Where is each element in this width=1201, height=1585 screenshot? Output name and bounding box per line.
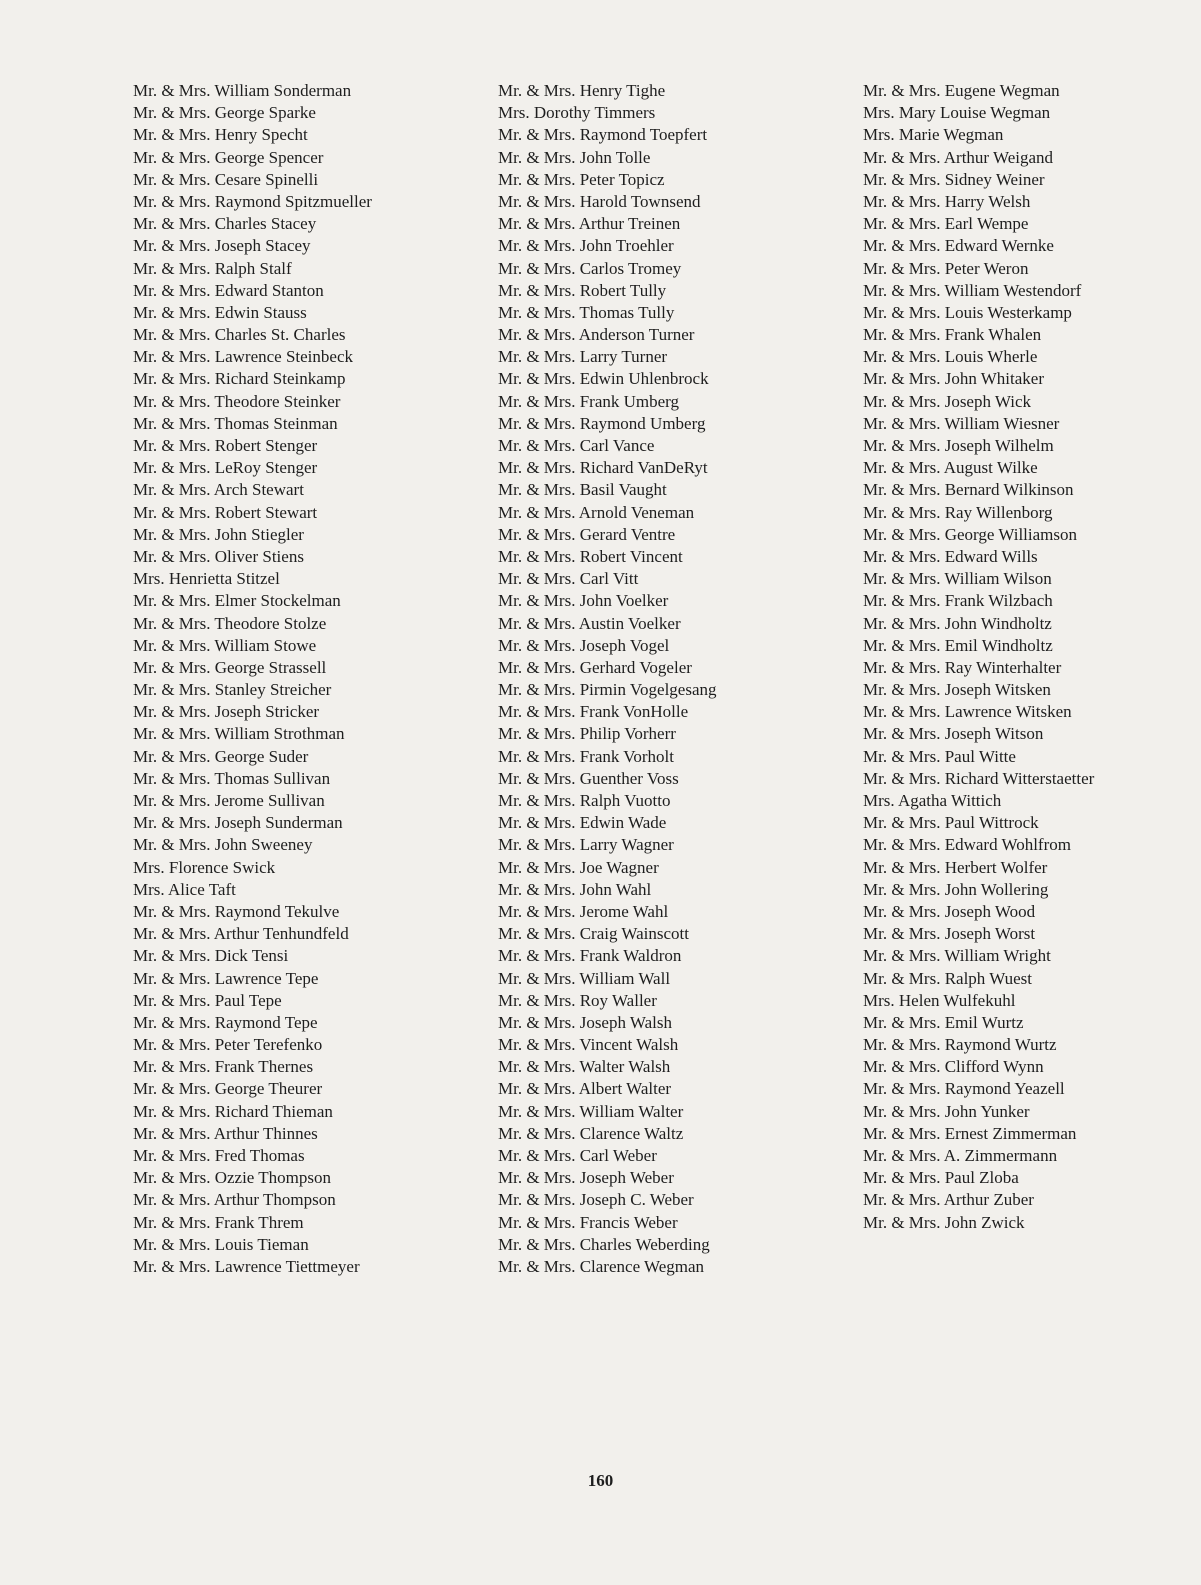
list-item: Mr. & Mrs. Bernard Wilkinson bbox=[863, 480, 1074, 500]
list-item: Mr. & Mrs. Henry Specht bbox=[133, 125, 308, 145]
list-item: Mr. & Mrs. William Wiesner bbox=[863, 413, 1060, 433]
list-item: Mr. & Mrs. Henry Tighe bbox=[498, 81, 666, 100]
list-item: Mr. & Mrs. Fred Thomas bbox=[133, 1146, 305, 1165]
list-item: Mr. & Mrs. Robert Tully bbox=[498, 280, 667, 300]
list-item: Mr. & Mrs. Robert Stewart bbox=[133, 502, 318, 522]
list-item: Mr. & Mrs. Edwin Stauss bbox=[133, 302, 307, 322]
list-item: Mr. & Mrs. Earl Wempe bbox=[863, 214, 1029, 234]
list-item: Mr. & Mrs. Cesare Spinelli bbox=[133, 169, 319, 189]
list-item: Mr. & Mrs. Ozzie Thompson bbox=[133, 1168, 332, 1188]
list-item: Mr. & Mrs. Theodore Stolze bbox=[133, 613, 327, 633]
list-item: Mr. & Mrs. Joseph Vogel bbox=[498, 635, 670, 655]
list-item: Mrs. Alice Taft bbox=[133, 879, 236, 899]
list-item: Mr. & Mrs. Joseph Witsken bbox=[863, 680, 1051, 700]
list-item: Mr. & Mrs. Louis Tieman bbox=[133, 1234, 309, 1254]
list-item: Mr. & Mrs. William Westendorf bbox=[863, 280, 1082, 300]
list-item: Mr. & Mrs. Eugene Wegman bbox=[863, 81, 1060, 100]
list-item: Mr. & Mrs. John Wollering bbox=[863, 879, 1049, 899]
list-item: Mr. & Mrs. George Suder bbox=[133, 746, 309, 766]
list-item: Mr. & Mrs. Basil Vaught bbox=[498, 480, 667, 500]
list-item: Mr. & Mrs. Edward Wills bbox=[863, 546, 1038, 566]
list-item: Mr. & Mrs. Dick Tensi bbox=[133, 946, 289, 966]
list-item: Mr. & Mrs. Raymond Yeazell bbox=[863, 1079, 1065, 1099]
list-item: Mr. & Mrs. Emil Windholtz bbox=[863, 635, 1053, 655]
list-item: Mr. & Mrs. Frank Whalen bbox=[863, 325, 1042, 345]
list-item: Mr. & Mrs. Ralph Wuest bbox=[863, 968, 1033, 988]
list-item: Mr. & Mrs. Arthur Weigand bbox=[863, 147, 1054, 167]
list-item: Mr. & Mrs. Arnold Veneman bbox=[498, 502, 695, 522]
list-item: Mr. & Mrs. Theodore Steinker bbox=[133, 391, 341, 411]
list-item: Mr. & Mrs. Lawrence Witsken bbox=[863, 702, 1072, 722]
list-item: Mr. & Mrs. Ralph Vuotto bbox=[498, 791, 671, 810]
list-item: Mr. & Mrs. Herbert Wolfer bbox=[863, 857, 1048, 877]
list-item: Mr. & Mrs. Raymond Spitzmueller bbox=[133, 191, 372, 211]
list-item: Mr. & Mrs. A. Zimmermann bbox=[863, 1146, 1058, 1165]
list-item: Mr. & Mrs. Charles St. Charles bbox=[133, 325, 346, 345]
list-item: Mr. & Mrs. Frank Vorholt bbox=[498, 746, 675, 766]
list-item: Mr. & Mrs. LeRoy Stenger bbox=[133, 458, 318, 478]
list-item: Mr. & Mrs. George Spencer bbox=[133, 147, 324, 167]
list-item: Mr. & Mrs. Paul Witte bbox=[863, 746, 1016, 766]
list-item: Mr. & Mrs. Gerard Ventre bbox=[498, 524, 676, 544]
list-item: Mr. & Mrs. Austin Voelker bbox=[498, 613, 681, 633]
list-item: Mr. & Mrs. Harold Townsend bbox=[498, 191, 701, 211]
list-item: Mr. & Mrs. Emil Wurtz bbox=[863, 1012, 1024, 1032]
list-item: Mr. & Mrs. Raymond Tekulve bbox=[133, 901, 340, 921]
list-item: Mr. & Mrs. Clarence Wegman bbox=[498, 1256, 705, 1276]
list-item: Mr. & Mrs. Joseph Worst bbox=[863, 924, 1036, 944]
list-item: Mr. & Mrs. Louis Westerkamp bbox=[863, 302, 1072, 322]
list-item: Mr. & Mrs. Robert Stenger bbox=[133, 436, 318, 455]
list-item: Mr. & Mrs. Arthur Thompson bbox=[133, 1190, 336, 1210]
list-item: Mr. & Mrs. Craig Wainscott bbox=[498, 924, 689, 944]
list-item: Mr. & Mrs. Louis Wherle bbox=[863, 347, 1038, 367]
list-item: Mr. & Mrs. George Strassell bbox=[133, 657, 327, 677]
list-item: Mr. & Mrs. Raymond Umberg bbox=[498, 413, 706, 433]
list-item: Mr. & Mrs. Jerome Wahl bbox=[498, 901, 669, 921]
name-column-3 bbox=[863, 80, 1094, 1234]
list-item: Mr. & Mrs. Ralph Stalf bbox=[133, 258, 292, 278]
list-item: Mr. & Mrs. Lawrence Steinbeck bbox=[133, 347, 353, 367]
list-item: Mr. & Mrs. Thomas Tully bbox=[498, 302, 675, 322]
list-item: Mr. & Mrs. Ray Willenborg bbox=[863, 502, 1053, 522]
list-item: Mr. & Mrs. Richard Thieman bbox=[133, 1101, 333, 1121]
list-item: Mr. & Mrs. George Theurer bbox=[133, 1079, 323, 1099]
list-item: Mr. & Mrs. Philip Vorherr bbox=[498, 724, 676, 744]
list-item: Mr. & Mrs. Carl Vance bbox=[498, 436, 655, 455]
list-item: Mr. & Mrs. Peter Topicz bbox=[498, 169, 665, 189]
list-item: Mr. & Mrs. Sidney Weiner bbox=[863, 169, 1045, 189]
list-item: Mr. & Mrs. Lawrence Tiettmeyer bbox=[133, 1256, 360, 1276]
list-item: Mr. & Mrs. William Strothman bbox=[133, 724, 345, 744]
list-item: Mr. & Mrs. Richard VanDeRyt bbox=[498, 458, 708, 478]
list-item: Mr. & Mrs. George Sparke bbox=[133, 103, 316, 123]
list-item: Mr. & Mrs. Elmer Stockelman bbox=[133, 591, 341, 611]
list-item: Mr. & Mrs. Joe Wagner bbox=[498, 857, 659, 877]
list-item: Mr. & Mrs. Arthur Treinen bbox=[498, 214, 681, 234]
list-item: Mr. & Mrs. John Wahl bbox=[498, 879, 652, 899]
list-item: Mrs. Agatha Wittich bbox=[863, 791, 1002, 810]
list-item: Mr. & Mrs. Edward Wohlfrom bbox=[863, 835, 1071, 855]
list-item: Mr. & Mrs. Paul Tepe bbox=[133, 990, 282, 1010]
list-item: Mr. & Mrs. Arthur Thinnes bbox=[133, 1123, 318, 1143]
list-item: Mr. & Mrs. John Yunker bbox=[863, 1101, 1030, 1121]
list-item: Mr. & Mrs. John Zwick bbox=[863, 1212, 1025, 1232]
list-item: Mr. & Mrs. John Whitaker bbox=[863, 369, 1045, 389]
list-item: Mr. & Mrs. Richard Witterstaetter bbox=[863, 768, 1095, 788]
list-item: Mr. & Mrs. Oliver Stiens bbox=[133, 546, 304, 566]
list-item: Mr. & Mrs. Raymond Wurtz bbox=[863, 1035, 1057, 1055]
list-item: Mr. & Mrs. John Sweeney bbox=[133, 835, 313, 855]
list-item: Mr. & Mrs. Edward Wernke bbox=[863, 236, 1054, 256]
list-item: Mr. & Mrs. Robert Vincent bbox=[498, 546, 683, 566]
list-item: Mr. & Mrs. William Wilson bbox=[863, 569, 1052, 589]
list-item: Mr. & Mrs. Joseph Stacey bbox=[133, 236, 311, 256]
list-item: Mr. & Mrs. Joseph Stricker bbox=[133, 702, 320, 722]
list-item: Mr. & Mrs. Joseph C. Weber bbox=[498, 1190, 694, 1210]
list-item: Mr. & Mrs. Joseph Wood bbox=[863, 901, 1036, 921]
name-column-2 bbox=[498, 80, 717, 1278]
list-item: Mr. & Mrs. George Williamson bbox=[863, 524, 1078, 544]
list-item: Mr. & Mrs. John Troehler bbox=[498, 236, 674, 256]
list-item: Mr. & Mrs. Arthur Tenhundfeld bbox=[133, 924, 349, 944]
list-item: Mr. & Mrs. Frank Thernes bbox=[133, 1057, 314, 1077]
list-item: Mr. & Mrs. Thomas Sullivan bbox=[133, 768, 331, 788]
list-item: Mr. & Mrs. Roy Waller bbox=[498, 990, 657, 1010]
list-item: Mr. & Mrs. Frank Waldron bbox=[498, 946, 682, 966]
list-item: Mrs. Marie Wegman bbox=[863, 125, 1004, 145]
list-item: Mr. & Mrs. Joseph Wick bbox=[863, 391, 1032, 411]
list-item: Mr. & Mrs. Edwin Wade bbox=[498, 813, 667, 833]
list-item: Mr. & Mrs. Larry Wagner bbox=[498, 835, 674, 855]
list-item: Mr. & Mrs. Arch Stewart bbox=[133, 480, 304, 500]
list-item: Mr. & Mrs. Peter Terefenko bbox=[133, 1035, 323, 1055]
list-item: Mr. & Mrs. Frank Wilzbach bbox=[863, 591, 1053, 611]
list-item: Mr. & Mrs. Edward Stanton bbox=[133, 280, 324, 300]
list-item: Mr. & Mrs. Anderson Turner bbox=[498, 325, 695, 345]
list-item: Mr. & Mrs. Joseph Witson bbox=[863, 724, 1044, 744]
list-item: Mr. & Mrs. John Voelker bbox=[498, 591, 669, 611]
list-item: Mr. & Mrs. Walter Walsh bbox=[498, 1057, 671, 1077]
list-item: Mr. & Mrs. William Wright bbox=[863, 946, 1051, 966]
list-item: Mr. & Mrs. Frank Threm bbox=[133, 1212, 304, 1232]
list-item: Mr. & Mrs. Francis Weber bbox=[498, 1212, 678, 1232]
list-item: Mr. & Mrs. Charles Stacey bbox=[133, 214, 317, 234]
list-item: Mr. & Mrs. John Windholtz bbox=[863, 613, 1052, 633]
list-item: Mr. & Mrs. Raymond Toepfert bbox=[498, 125, 708, 145]
list-item: Mr. & Mrs. Ernest Zimmerman bbox=[863, 1123, 1077, 1143]
list-item: Mr. & Mrs. Gerhard Vogeler bbox=[498, 657, 692, 677]
list-item: Mr. & Mrs. Pirmin Vogelgesang bbox=[498, 680, 717, 700]
list-item: Mr. & Mrs. Paul Wittrock bbox=[863, 813, 1039, 833]
list-item: Mr. & Mrs. Clifford Wynn bbox=[863, 1057, 1044, 1077]
list-item: Mr. & Mrs. Carl Weber bbox=[498, 1146, 657, 1165]
page-number: 160 bbox=[587, 1471, 614, 1490]
list-item: Mr. & Mrs. John Stiegler bbox=[133, 524, 304, 544]
list-item: Mr. & Mrs. Ray Winterhalter bbox=[863, 657, 1062, 677]
list-item: Mrs. Dorothy Timmers bbox=[498, 103, 656, 123]
list-item: Mr. & Mrs. August Wilke bbox=[863, 458, 1038, 478]
list-item: Mr. & Mrs. Joseph Sunderman bbox=[133, 813, 343, 833]
list-item: Mr. & Mrs. Albert Walter bbox=[498, 1079, 672, 1099]
list-item: Mrs. Mary Louise Wegman bbox=[863, 103, 1051, 123]
list-item: Mr. & Mrs. Paul Zloba bbox=[863, 1168, 1019, 1188]
list-item: Mr. & Mrs. Clarence Waltz bbox=[498, 1123, 684, 1143]
list-item: Mr. & Mrs. William Stowe bbox=[133, 635, 317, 655]
list-item: Mr. & Mrs. Richard Steinkamp bbox=[133, 369, 346, 389]
list-item: Mr. & Mrs. Carl Vitt bbox=[498, 569, 639, 589]
list-item: Mr. & Mrs. Jerome Sullivan bbox=[133, 791, 325, 810]
list-item: Mr. & Mrs. Joseph Wilhelm bbox=[863, 436, 1054, 455]
list-item: Mr. & Mrs. William Walter bbox=[498, 1101, 684, 1121]
list-item: Mr. & Mrs. Joseph Walsh bbox=[498, 1012, 672, 1032]
list-item: Mr. & Mrs. Arthur Zuber bbox=[863, 1190, 1034, 1210]
list-item: Mr. & Mrs. John Tolle bbox=[498, 147, 651, 167]
list-item: Mr. & Mrs. Vincent Walsh bbox=[498, 1035, 679, 1055]
list-item: Mr. & Mrs. Thomas Steinman bbox=[133, 413, 338, 433]
list-item: Mrs. Florence Swick bbox=[133, 857, 276, 877]
list-item: Mr. & Mrs. Joseph Weber bbox=[498, 1168, 674, 1188]
list-item: Mr. & Mrs. Stanley Streicher bbox=[133, 680, 332, 700]
list-item: Mr. & Mrs. Frank Umberg bbox=[498, 391, 680, 411]
list-item: Mr. & Mrs. Guenther Voss bbox=[498, 768, 679, 788]
list-item: Mr. & Mrs. Raymond Tepe bbox=[133, 1012, 318, 1032]
list-item: Mrs. Henrietta Stitzel bbox=[133, 569, 280, 589]
list-item: Mrs. Helen Wulfekuhl bbox=[863, 990, 1016, 1010]
list-item: Mr. & Mrs. Lawrence Tepe bbox=[133, 968, 319, 988]
list-item: Mr. & Mrs. Frank VonHolle bbox=[498, 702, 689, 722]
list-item: Mr. & Mrs. Peter Weron bbox=[863, 258, 1029, 278]
list-item: Mr. & Mrs. Edwin Uhlenbrock bbox=[498, 369, 709, 389]
list-item: Mr. & Mrs. William Sonderman bbox=[133, 81, 352, 100]
list-item: Mr. & Mrs. William Wall bbox=[498, 968, 671, 988]
list-item: Mr. & Mrs. Larry Turner bbox=[498, 347, 668, 367]
name-column-1 bbox=[133, 80, 372, 1278]
list-item: Mr. & Mrs. Harry Welsh bbox=[863, 191, 1031, 211]
list-item: Mr. & Mrs. Carlos Tromey bbox=[498, 258, 682, 278]
list-item: Mr. & Mrs. Charles Weberding bbox=[498, 1234, 710, 1254]
